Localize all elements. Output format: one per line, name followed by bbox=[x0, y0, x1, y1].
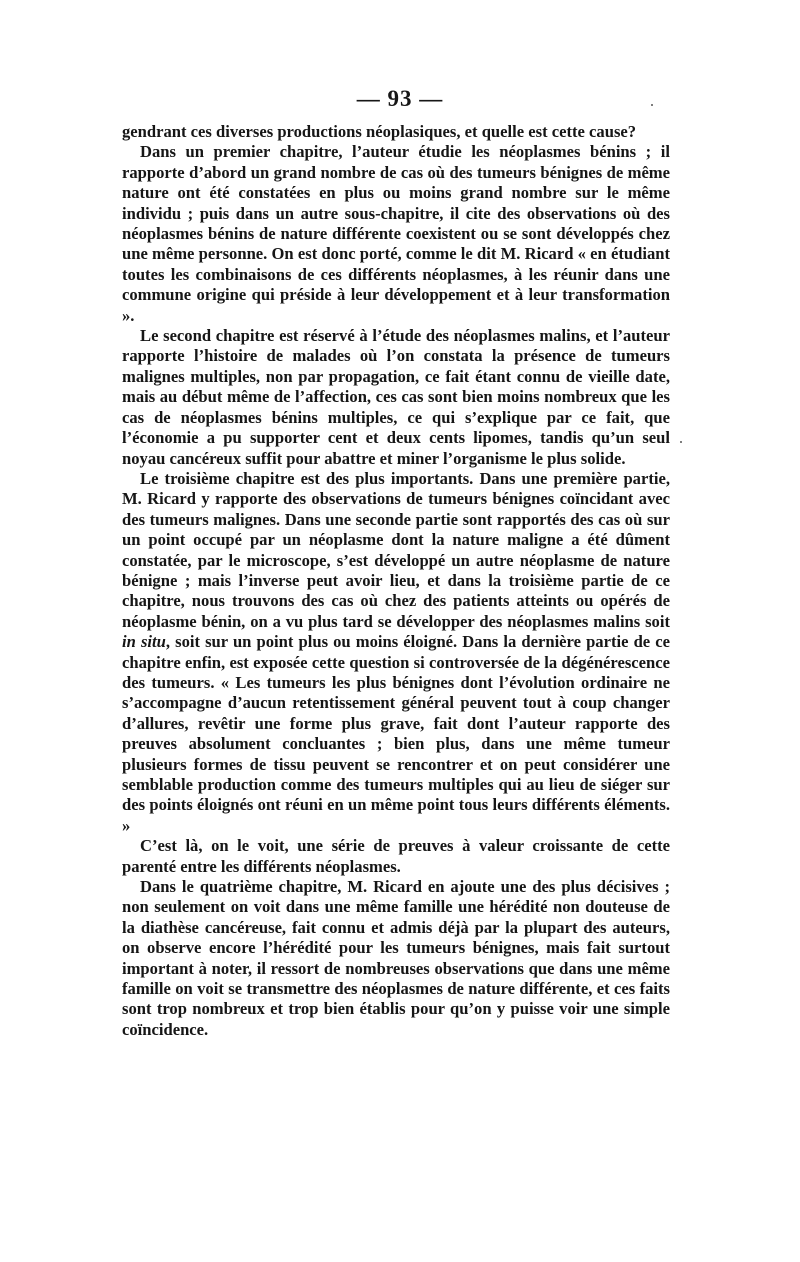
paragraph-second-chapter: Le second chapitre est réservé à l’étude des néoplasmes malins, et l’auteur rapporte l’histoire de malades où l’on constata la présence de tumeurs malignes multiples, non par propagation, ce fait étant connu de vieille date, mais au début même de l’affection, ces cas sont bien moins nombreux que les cas de néoplasmes bénins multiples, ce qui s’explique par ce fait, que l’économie a pu supporter cent et deux cents lipomes, tandis qu’un seul noyau cancéreux suffit pour abattre et miner l’organisme le plus solide. bbox=[122, 326, 670, 468]
paragraph-summary: C’est là, on le voit, une série de preuves à valeur croissante de cette parenté entre les différents néoplasmes. bbox=[122, 836, 670, 876]
body-text bbox=[122, 122, 670, 1040]
third-chapter-text-start: Le troisième chapitre est des plus importants. Dans une première partie, M. Ricard y rapporte des observations de tumeurs bénignes coïncidant avec des tumeurs malignes. Dans une seconde partie sont rapportés des cas où sur un point occupé par un néoplasme dont la nature maligne a été dûment constatée, par le microscope, s’est développé un autre néoplasme de nature bénigne ; mais l’inverse peut avoir lieu, et dans la troisième partie de ce chapitre, nous trouvons des cas où chez des patients atteints ou opérés de néoplasme bénin, on a vu plus tard se développer des néoplasmes malins soit bbox=[122, 468, 670, 631]
paper-speck bbox=[651, 104, 653, 106]
paragraph-fourth-chapter: Dans le quatrième chapitre, M. Ricard en ajoute une des plus décisives ; non seulement on voit dans une même famille une hérédité non douteuse de la diathèse cancéreuse, fait connu et admis déjà par la plupart des auteurs, on observe encore l’hérédité pour les tumeurs bénignes, mais fait surtout important à noter, il ressort de nombreuses observations que dans une même famille on voit se transmettre des néoplasmes de nature différente, et ces faits sont trop nombreux et trop bien établis pour qu’on y puisse voir une simple coïncidence. bbox=[122, 877, 670, 1039]
page-number: — 93 — bbox=[356, 86, 444, 111]
paragraph-continuation: gendrant ces diverses productions néoplasiques, et quelle est cette cause? bbox=[122, 122, 637, 141]
italic-in-situ: in situ bbox=[122, 632, 166, 652]
paper-speck bbox=[680, 441, 682, 443]
paragraph-first-chapter: Dans un premier chapitre, l’auteur étudie les néoplasmes bénins ; il rapporte d’abord un grand nombre de cas où des tumeurs bénignes de même nature ont été constatées en plus ou moins grand nombre sur le même individu ; puis dans un autre sous-chapitre, il cite des observations où des néoplasmes bénins de nature différente coexistent ou se sont développés chez une même personne. On est donc porté, comme le dit M. Ricard « en étudiant toutes les combinaisons de ces différents néoplasmes, à les réunir dans une commune origine qui préside à leur développement et à leur transformation ». bbox=[122, 142, 670, 325]
third-chapter-text-end: , soit sur un point plus ou moins éloigné. Dans la dernière partie de ce chapitre enfin, est exposée cette question si controversée de la dégénérescence des tumeurs. « Les tumeurs les plus bénignes dont l’évolution ordinaire ne s’accompagne d’aucun retentissement général peuvent tout à coup changer d’allures, revêtir une forme plus grave, fait dont l’auteur rapporte des preuves absolument concluantes ; bien plus, dans une même tumeur plusieurs formes de tissu peuvent se rencontrer et on peut considérer une semblable production comme des tumeurs multiples qui au lieu de siéger sur des points éloignés ont réuni en un même point tous leurs différents éléments. » bbox=[122, 632, 670, 835]
paragraph-third-chapter bbox=[122, 469, 670, 836]
